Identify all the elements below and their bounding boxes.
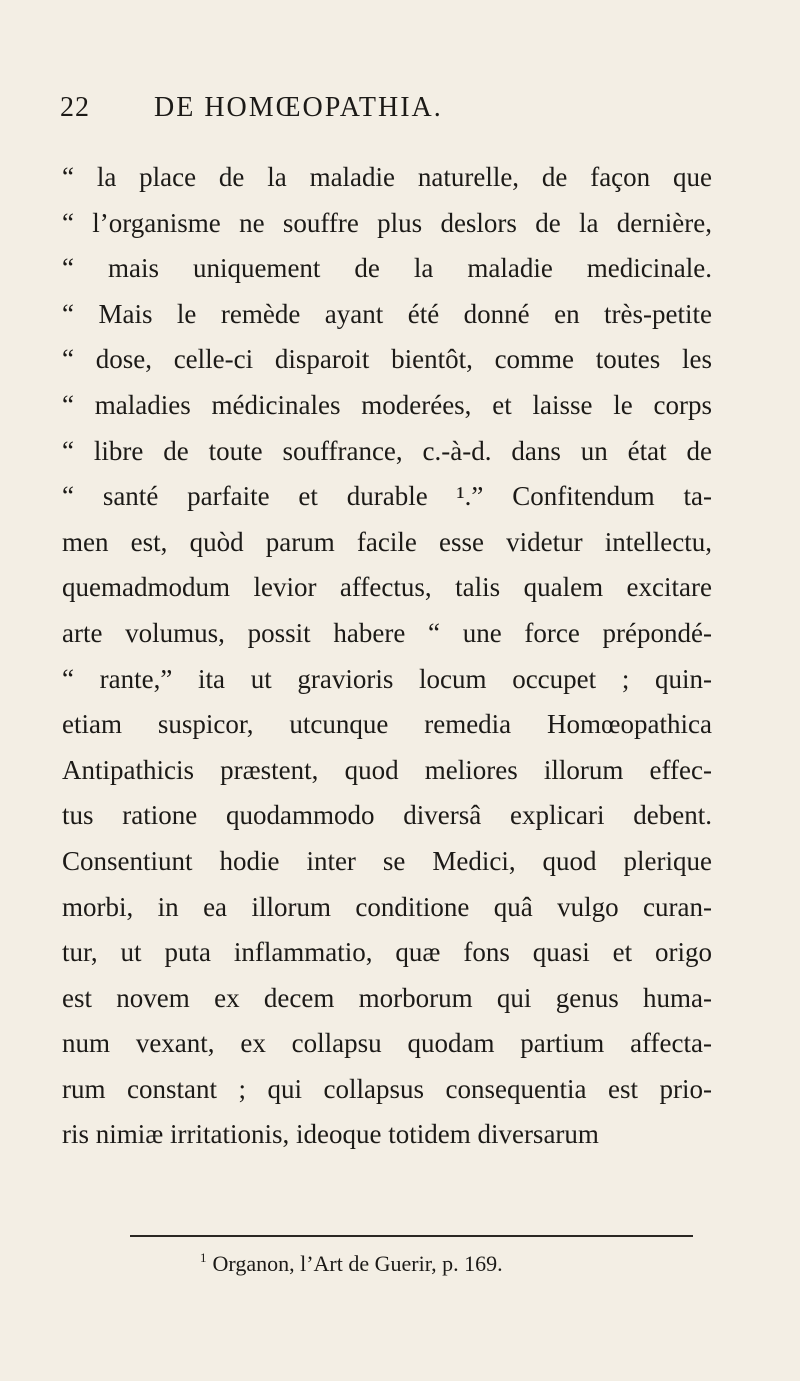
text-line: ris nimiæ irritationis, ideoque totidem diversarum: [62, 1119, 599, 1150]
footnote-text: Organon, l’Art de Guerir, p. 169.: [212, 1251, 503, 1276]
text-line: Consentiunt hodie inter se Medici, quod plerique: [62, 845, 712, 876]
text-line: “ rante,” ita ut gravioris locum occupet ; quin-: [62, 663, 712, 694]
text-line: est novem ex decem morborum qui genus huma-: [62, 982, 712, 1013]
text-line: “ mais uniquement de la maladie medicinale.: [62, 253, 712, 284]
page-number: 22: [60, 92, 90, 123]
footnote-rule: [130, 1235, 693, 1237]
running-head: DE HOMŒOPATHIA.: [154, 92, 443, 123]
text-line: “ Mais le remède ayant été donné en très-petite: [62, 298, 712, 329]
text-line: tus ratione quodammodo diversâ explicari debent.: [62, 800, 712, 831]
text-line: “ maladies médicinales moderées, et laisse le corps: [62, 389, 712, 420]
text-line: tur, ut puta inflammatio, quæ fons quasi et origo: [62, 937, 712, 968]
text-line: num vexant, ex collapsu quodam partium affecta-: [62, 1028, 712, 1059]
text-line: men est, quòd parum facile esse videtur intellectu,: [62, 526, 712, 557]
body-text: [62, 155, 712, 1158]
text-line: arte volumus, possit habere “ une force prépondé-: [62, 617, 712, 648]
text-line: “ libre de toute souffrance, c.-à-d. dans un état de: [62, 435, 712, 466]
text-line: “ la place de la maladie naturelle, de façon que: [62, 162, 712, 192]
footnote-marker: 1: [200, 1250, 207, 1265]
text-line: “ santé parfaite et durable ¹.” Confitendum ta-: [62, 481, 712, 512]
text-line: morbi, in ea illorum conditione quâ vulgo curan-: [62, 891, 712, 922]
text-line: etiam suspicor, utcunque remedia Homœopathica: [62, 709, 712, 740]
footnote: [200, 1250, 503, 1277]
text-line: “ dose, celle-ci disparoit bientôt, comme toutes les: [62, 344, 712, 375]
text-line: rum constant ; qui collapsus consequentia est prio-: [62, 1073, 712, 1104]
text-line: Antipathicis præstent, quod meliores illorum effec-: [62, 754, 712, 785]
text-line: “ l’organisme ne souffre plus deslors de la dernière,: [62, 207, 712, 238]
text-line: quemadmodum levior affectus, talis qualem excitare: [62, 572, 712, 603]
page-header: [60, 92, 710, 132]
